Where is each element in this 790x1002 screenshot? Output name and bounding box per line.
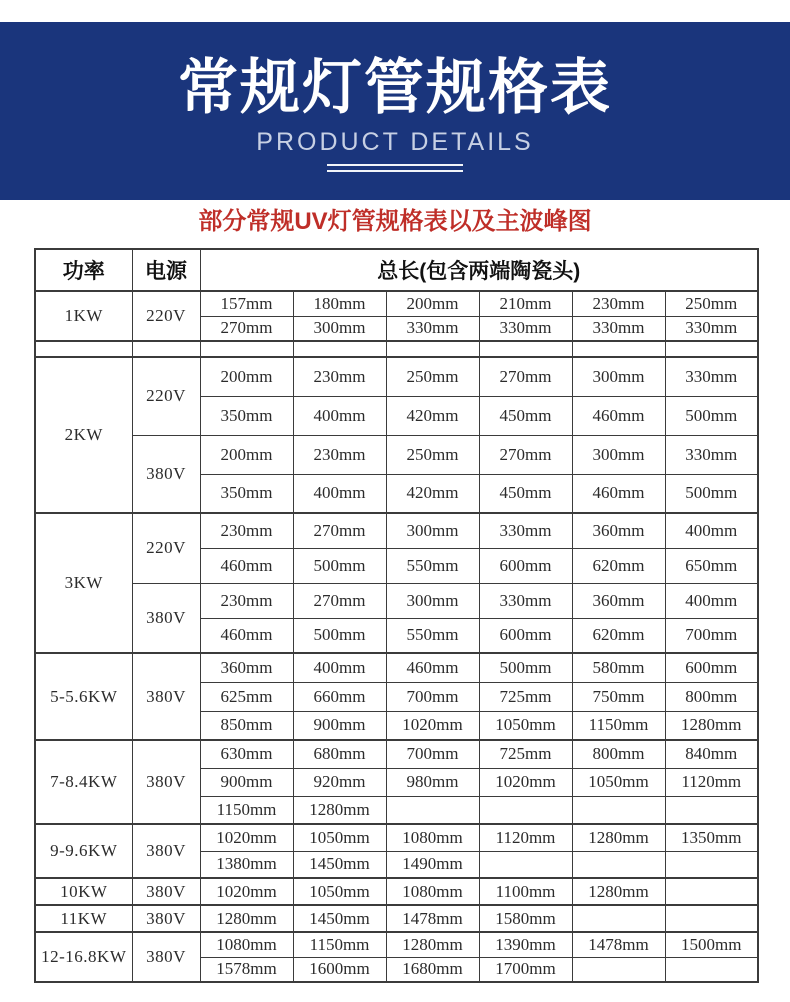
length-cell: 360mm <box>572 583 665 618</box>
length-cell <box>665 851 758 878</box>
spec-table <box>34 248 759 983</box>
length-cell: 300mm <box>572 357 665 396</box>
length-cell: 400mm <box>665 583 758 618</box>
length-cell: 330mm <box>572 316 665 341</box>
supply-cell: 380V <box>132 932 200 982</box>
length-cell: 1478mm <box>572 932 665 957</box>
length-cell: 1500mm <box>665 932 758 957</box>
power-cell: 7-8.4KW <box>35 740 132 824</box>
length-cell: 1700mm <box>479 957 572 982</box>
length-cell: 700mm <box>665 618 758 653</box>
length-cell: 180mm <box>293 291 386 316</box>
table-row <box>35 878 758 905</box>
supply-cell: 380V <box>132 653 200 740</box>
length-cell: 1600mm <box>293 957 386 982</box>
length-cell: 550mm <box>386 618 479 653</box>
spacer-cell <box>132 341 200 357</box>
length-cell: 1120mm <box>479 824 572 851</box>
length-cell: 330mm <box>665 435 758 474</box>
length-cell: 1120mm <box>665 768 758 796</box>
length-cell: 330mm <box>665 316 758 341</box>
length-cell: 1280mm <box>572 878 665 905</box>
length-cell: 1150mm <box>200 796 293 824</box>
length-cell: 700mm <box>386 740 479 768</box>
supply-cell: 380V <box>132 740 200 824</box>
supply-cell: 380V <box>132 583 200 653</box>
length-cell: 400mm <box>293 396 386 435</box>
power-cell: 5-5.6KW <box>35 653 132 740</box>
table-row <box>35 583 758 618</box>
col-header-power: 功率 <box>35 249 132 291</box>
length-cell: 1350mm <box>665 824 758 851</box>
length-cell: 1680mm <box>386 957 479 982</box>
supply-cell: 380V <box>132 878 200 905</box>
length-cell: 300mm <box>293 316 386 341</box>
power-cell: 1KW <box>35 291 132 341</box>
length-cell: 500mm <box>665 474 758 513</box>
length-cell: 650mm <box>665 548 758 583</box>
length-cell: 230mm <box>572 291 665 316</box>
length-cell: 300mm <box>572 435 665 474</box>
spacer-cell <box>572 341 665 357</box>
length-cell <box>386 796 479 824</box>
length-cell: 1020mm <box>479 768 572 796</box>
length-cell: 625mm <box>200 682 293 711</box>
length-cell: 630mm <box>200 740 293 768</box>
length-cell: 1280mm <box>572 824 665 851</box>
length-cell: 700mm <box>386 682 479 711</box>
length-cell: 330mm <box>386 316 479 341</box>
power-cell: 12-16.8KW <box>35 932 132 982</box>
spacer-row <box>35 341 758 357</box>
length-cell: 330mm <box>665 357 758 396</box>
power-cell: 3KW <box>35 513 132 653</box>
length-cell: 1150mm <box>293 932 386 957</box>
length-cell <box>572 957 665 982</box>
banner-divider <box>0 164 790 172</box>
length-cell: 1050mm <box>293 824 386 851</box>
length-cell: 450mm <box>479 474 572 513</box>
length-cell: 600mm <box>665 653 758 682</box>
length-cell: 1020mm <box>386 711 479 740</box>
length-cell: 1450mm <box>293 851 386 878</box>
length-cell: 620mm <box>572 548 665 583</box>
length-cell: 500mm <box>665 396 758 435</box>
supply-cell: 220V <box>132 357 200 435</box>
length-cell: 680mm <box>293 740 386 768</box>
table-row <box>35 905 758 932</box>
length-cell: 840mm <box>665 740 758 768</box>
length-cell: 420mm <box>386 474 479 513</box>
length-cell: 1020mm <box>200 878 293 905</box>
length-cell: 550mm <box>386 548 479 583</box>
length-cell: 420mm <box>386 396 479 435</box>
length-cell: 250mm <box>386 357 479 396</box>
divider-line <box>327 164 463 166</box>
banner-subtitle: PRODUCT DETAILS <box>256 128 534 156</box>
power-cell: 11KW <box>35 905 132 932</box>
length-cell <box>479 796 572 824</box>
length-cell: 980mm <box>386 768 479 796</box>
length-cell <box>479 851 572 878</box>
table-row <box>35 357 758 396</box>
length-cell: 580mm <box>572 653 665 682</box>
spacer-cell <box>293 341 386 357</box>
table-row <box>35 435 758 474</box>
length-cell: 1280mm <box>665 711 758 740</box>
length-cell: 1380mm <box>200 851 293 878</box>
power-cell: 2KW <box>35 357 132 513</box>
table-row <box>35 291 758 316</box>
spacer-cell <box>386 341 479 357</box>
length-cell: 200mm <box>200 357 293 396</box>
length-cell: 250mm <box>386 435 479 474</box>
length-cell: 800mm <box>572 740 665 768</box>
length-cell: 400mm <box>665 513 758 548</box>
length-cell: 1450mm <box>293 905 386 932</box>
length-cell <box>572 796 665 824</box>
divider-line <box>327 170 463 172</box>
length-cell: 1280mm <box>200 905 293 932</box>
length-cell: 500mm <box>479 653 572 682</box>
length-cell: 460mm <box>200 618 293 653</box>
length-cell: 210mm <box>479 291 572 316</box>
length-cell <box>665 905 758 932</box>
length-cell: 400mm <box>293 653 386 682</box>
length-cell: 460mm <box>200 548 293 583</box>
supply-cell: 380V <box>132 435 200 513</box>
length-cell: 270mm <box>479 357 572 396</box>
table-header-row <box>35 249 758 291</box>
spacer-cell <box>665 341 758 357</box>
table-row <box>35 513 758 548</box>
page-title: 常规灯管规格表 <box>178 54 612 121</box>
length-cell: 1150mm <box>572 711 665 740</box>
length-cell: 725mm <box>479 740 572 768</box>
length-cell: 270mm <box>293 513 386 548</box>
length-cell: 750mm <box>572 682 665 711</box>
length-cell: 460mm <box>572 474 665 513</box>
length-cell: 1280mm <box>293 796 386 824</box>
length-cell: 230mm <box>200 513 293 548</box>
supply-cell: 380V <box>132 824 200 878</box>
length-cell: 1050mm <box>479 711 572 740</box>
length-cell: 1080mm <box>386 824 479 851</box>
spacer-cell <box>200 341 293 357</box>
length-cell: 850mm <box>200 711 293 740</box>
length-cell: 920mm <box>293 768 386 796</box>
length-cell: 500mm <box>293 618 386 653</box>
length-cell: 725mm <box>479 682 572 711</box>
length-cell: 1080mm <box>200 932 293 957</box>
table-row <box>35 932 758 957</box>
section-title: 部分常规UV灯管规格表以及主波峰图 <box>198 208 592 235</box>
length-cell: 1578mm <box>200 957 293 982</box>
length-cell: 660mm <box>293 682 386 711</box>
length-cell: 1390mm <box>479 932 572 957</box>
length-cell: 300mm <box>386 513 479 548</box>
length-cell: 157mm <box>200 291 293 316</box>
length-cell: 330mm <box>479 316 572 341</box>
banner <box>0 22 790 200</box>
length-cell: 1020mm <box>200 824 293 851</box>
length-cell: 400mm <box>293 474 386 513</box>
length-cell: 270mm <box>479 435 572 474</box>
length-cell: 620mm <box>572 618 665 653</box>
table-row <box>35 740 758 768</box>
length-cell <box>572 851 665 878</box>
power-cell: 9-9.6KW <box>35 824 132 878</box>
length-cell: 300mm <box>386 583 479 618</box>
length-cell: 1490mm <box>386 851 479 878</box>
supply-cell: 220V <box>132 291 200 341</box>
length-cell: 900mm <box>200 768 293 796</box>
length-cell: 600mm <box>479 548 572 583</box>
table-row <box>35 653 758 682</box>
length-cell: 230mm <box>293 357 386 396</box>
length-cell: 350mm <box>200 474 293 513</box>
supply-cell: 220V <box>132 513 200 583</box>
length-cell: 360mm <box>572 513 665 548</box>
length-cell <box>572 905 665 932</box>
length-cell: 1050mm <box>293 878 386 905</box>
length-cell: 450mm <box>479 396 572 435</box>
length-cell <box>665 957 758 982</box>
length-cell: 1080mm <box>386 878 479 905</box>
length-cell: 460mm <box>386 653 479 682</box>
length-cell: 330mm <box>479 583 572 618</box>
length-cell <box>665 796 758 824</box>
length-cell: 1580mm <box>479 905 572 932</box>
length-cell: 1280mm <box>386 932 479 957</box>
length-cell: 1478mm <box>386 905 479 932</box>
power-cell: 10KW <box>35 878 132 905</box>
length-cell: 800mm <box>665 682 758 711</box>
length-cell: 360mm <box>200 653 293 682</box>
length-cell: 250mm <box>665 291 758 316</box>
table-row <box>35 824 758 851</box>
col-header-supply: 电源 <box>132 249 200 291</box>
length-cell: 200mm <box>386 291 479 316</box>
length-cell: 270mm <box>200 316 293 341</box>
length-cell: 500mm <box>293 548 386 583</box>
spacer-cell <box>35 341 132 357</box>
length-cell: 1100mm <box>479 878 572 905</box>
length-cell <box>665 878 758 905</box>
length-cell: 1050mm <box>572 768 665 796</box>
length-cell: 230mm <box>293 435 386 474</box>
length-cell: 350mm <box>200 396 293 435</box>
spacer-cell <box>479 341 572 357</box>
length-cell: 200mm <box>200 435 293 474</box>
col-header-length: 总长(包含两端陶瓷头) <box>200 249 758 291</box>
supply-cell: 380V <box>132 905 200 932</box>
length-cell: 460mm <box>572 396 665 435</box>
length-cell: 230mm <box>200 583 293 618</box>
length-cell: 270mm <box>293 583 386 618</box>
length-cell: 600mm <box>479 618 572 653</box>
length-cell: 900mm <box>293 711 386 740</box>
length-cell: 330mm <box>479 513 572 548</box>
